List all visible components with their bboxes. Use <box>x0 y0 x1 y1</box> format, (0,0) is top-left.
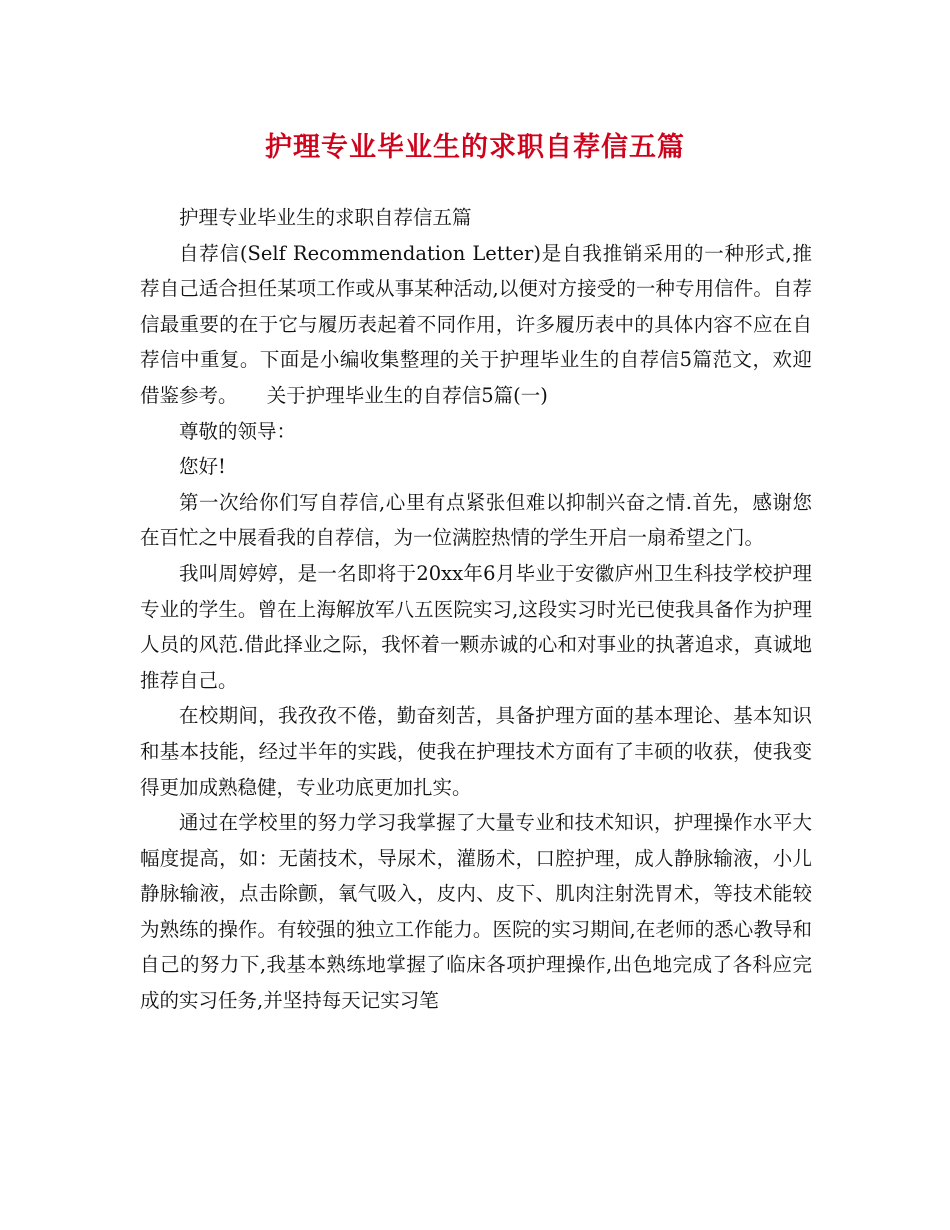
paragraph-greeting: 您好! <box>179 455 226 479</box>
document-title: 护理专业毕业生的求职自荐信五篇 <box>265 132 685 163</box>
paragraph-self-introduction: 我叫周婷婷，是一名即将于20xx年6月毕业于安徽庐州卫生科技学校护理专业的学生。曾在上海解放军八五医院实习,这段实习时光已使我具备作为护理人员的风范.借此择业之际，我怀着一颗赤诚的心和对事业的执著追求，真诚地推荐自己。 <box>140 561 812 692</box>
paragraph-skills: 通过在学校里的努力学习我掌握了大量专业和技术知识，护理操作水平大幅度提高，如：无菌技术，导尿术，灌肠术，口腔护理，成人静脉输液，小儿静脉输液，点击除颤，氧气吸入，皮内、皮下、肌肉注射洗胃术，等技术能较为熟练的操作。有较强的独立工作能力。医院的实习期间,在老师的悉心教导和自己的努力下,我基本熟练地掌握了临床各项护理操作,出色地完成了各科应完成的实习任务,并坚持每天记实习笔 <box>140 811 812 1013</box>
paragraph-school-period: 在校期间，我孜孜不倦，勤奋刻苦，具备护理方面的基本理论、基本知识和基本技能，经过半年的实践，使我在护理技术方面有了丰硕的收获，使我变得更加成熟稳健，专业功底更加扎实。 <box>140 704 812 799</box>
paragraph-subtitle: 护理专业毕业生的求职自荐信五篇 <box>179 206 472 229</box>
paragraph-opening: 第一次给你们写自荐信,心里有点紧张但难以抑制兴奋之情.首先，感谢您在百忙之中展看我的自荐信，为一位满腔热情的学生开启一扇希望之门。 <box>140 490 812 550</box>
document-body <box>140 200 812 1019</box>
paragraph-salutation: 尊敬的领导： <box>179 419 297 443</box>
paragraph-intro: 自荐信(Self Recommendation Letter)是自我推销采用的一种形式,推荐自己适合担任某项工作或从事某种活动,以便对方接受的一种专用信件。自荐信最重要的在于它与履历表起着不同作用，许多履历表中的具体内容不应在自荐信中重复。下面是小编收集整理的关于护理毕业生的自荐信5篇范文，欢迎借鉴参考。 关于护理毕业生的自荐信5篇(一) <box>140 241 812 407</box>
